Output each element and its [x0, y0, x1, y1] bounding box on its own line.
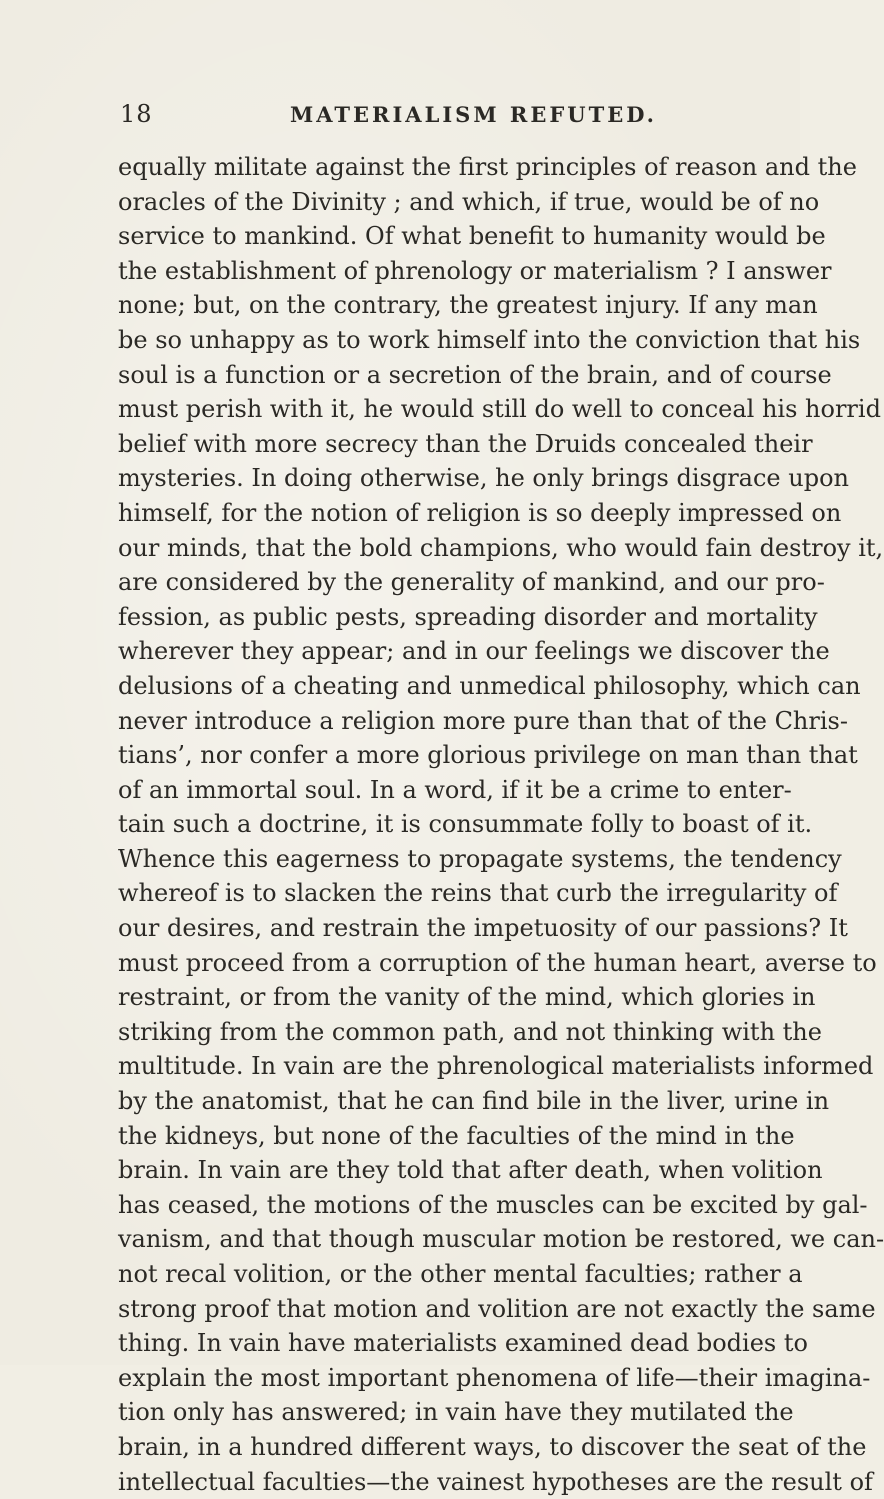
text-line: mysteries. In doing otherwise, he only brings disgrace upon [118, 464, 849, 493]
running-title: MATERIALISM REFUTED. [290, 102, 657, 127]
text-line: of an immortal soul. In a word, if it be a crime to enter- [118, 775, 792, 804]
text-line: brain. In vain are they told that after death, when volition [118, 1156, 823, 1185]
text-line: tion only has answered; in vain have they mutilated the [118, 1398, 794, 1427]
text-line: tians’, nor confer a more glorious privilege on man than that [118, 741, 858, 770]
body-text [118, 150, 884, 1499]
text-line: whereof is to slacken the reins that curb the irregularity of [118, 879, 838, 908]
text-line: brain, in a hundred different ways, to discover the seat of the [118, 1432, 867, 1461]
page-header [120, 100, 680, 130]
text-line: our minds, that the bold champions, who would fain destroy it, [118, 533, 884, 562]
text-line: service to mankind. Of what benefit to humanity would be [118, 222, 826, 251]
text-line: the kidneys, but none of the faculties of the mind in the [118, 1121, 795, 1150]
text-line: tain such a doctrine, it is consummate folly to boast of it. [118, 810, 813, 839]
text-line: belief with more secrecy than the Druids concealed their [118, 429, 813, 458]
text-line: has ceased, the motions of the muscles can be excited by gal- [118, 1190, 868, 1219]
page-number: 18 [120, 100, 153, 128]
text-line: must proceed from a corruption of the human heart, averse to [118, 948, 877, 977]
text-line: multitude. In vain are the phrenological materialists informed [118, 1052, 874, 1081]
text-line: Whence this eagerness to propagate systems, the tendency [118, 844, 842, 873]
text-line: must perish with it, he would still do well to conceal his horrid [118, 395, 881, 424]
text-line: thing. In vain have materialists examined dead bodies to [118, 1329, 808, 1358]
text-line: wherever they appear; and in our feelings we discover the [118, 637, 830, 666]
text-line: by the anatomist, that he can find bile in the liver, urine in [118, 1087, 830, 1116]
text-line: oracles of the Divinity ; and which, if true, would be of no [118, 187, 820, 216]
text-line: soul is a function or a secretion of the brain, and of course [118, 360, 832, 389]
text-line: himself, for the notion of religion is so deeply impressed on [118, 498, 842, 527]
text-line: the establishment of phrenology or materialism ? I answer [118, 256, 832, 285]
text-line: equally militate against the first principles of reason and the [118, 153, 857, 181]
text-line: striking from the common path, and not thinking with the [118, 1017, 822, 1046]
text-line: be so unhappy as to work himself into the conviction that his [118, 325, 861, 354]
text-line: fession, as public pests, spreading disorder and mortality [118, 602, 818, 631]
text-line: restraint, or from the vanity of the mind, which glories in [118, 983, 816, 1012]
text-line: never introduce a religion more pure than that of the Chris- [118, 706, 848, 735]
text-line: explain the most important phenomena of life—their imagina- [118, 1363, 871, 1392]
text-line: vanism, and that though muscular motion be restored, we can- [118, 1225, 884, 1254]
text-line: intellectual faculties—the vainest hypotheses are the result of [118, 1467, 873, 1496]
text-line: not recal volition, or the other mental faculties; rather a [118, 1260, 803, 1288]
text-line: none; but, on the contrary, the greatest injury. If any man [118, 291, 818, 320]
text-line: are considered by the generality of mankind, and our pro- [118, 568, 825, 597]
text-line: our desires, and restrain the impetuosity of our passions? It [118, 914, 848, 943]
text-line: strong proof that motion and volition are not exactly the same [118, 1294, 876, 1323]
text-line: delusions of a cheating and unmedical philosophy, which can [118, 671, 861, 700]
